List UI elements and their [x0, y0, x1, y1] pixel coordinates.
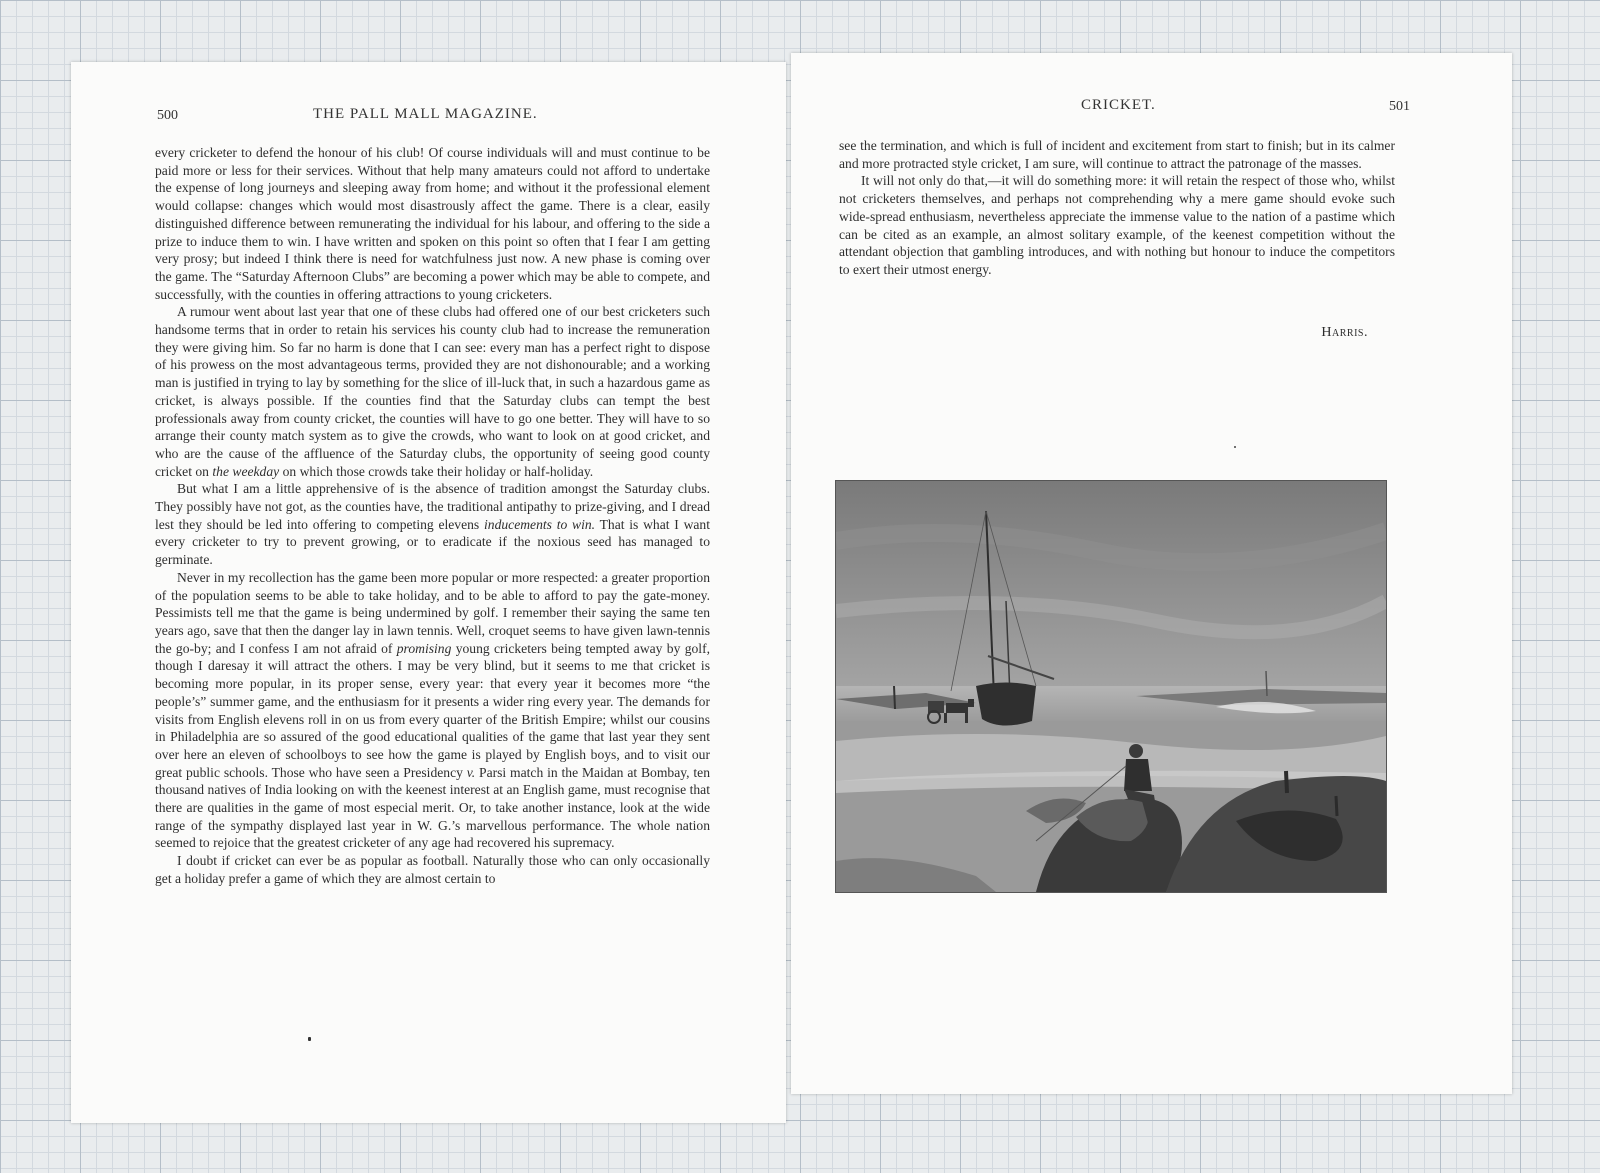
- right-page: [791, 53, 1512, 1094]
- text-run: That is what I want every cricketer to try to prevent growing, or to eradicate if the noxious seed has managed to germinate.: [155, 516, 711, 568]
- page-number: 500: [157, 108, 178, 123]
- page-number: 501: [1389, 99, 1410, 114]
- paragraph: [155, 480, 710, 569]
- article-title: CRICKET.: [1081, 97, 1156, 113]
- body-text: [155, 144, 710, 888]
- body-text: [839, 137, 1395, 279]
- left-page: [71, 62, 786, 1123]
- running-header: [71, 106, 786, 126]
- text-run: I doubt if cricket can ever be as popular as football. Naturally those who can only occasionally get a holiday prefer a game of which they are almost certain to: [155, 853, 710, 886]
- text-run: A rumour went about last year that one of these clubs had offered one of our best cricketers such handsome terms that in order to retain his services his county club had to increase the remuneration they were giving him. So far no harm is done that I can see: every man has a perfect right to dispose of his prowess on the most advantageous terms, provided they are not dishonourable; and a working man is justified in trying to lay by something for the slice of ill-luck that, in such a hazardous game as cricket, is always possible. If the counties find that the Saturday clubs can tempt the best professionals away from county cricket, the counties will have to go one better. They will have to so arrange their county match system as to give the crowds, who want to look on at good cricket, and who are the cause of the affluence of the Saturday clubs, the opportunity of seeing good county cricket on: [155, 304, 710, 479]
- paragraph: [155, 569, 710, 852]
- text-run: Parsi match in the Maidan at Bombay, ten thousand natives of India looking on with the keenest interest at an English game, must recognise that there are qualities in the game of most especial merit. Or, to take another instance, look at the wide range of the sympathy displayed last year in W. G.’s marvellous performance. The whole nation seemed to rejoice that the greatest cricketer of any age had recovered his supremacy.: [155, 764, 710, 851]
- paper-speck: [1234, 446, 1236, 448]
- text-run: But what I am a little apprehensive of is the absence of tradition amongst the Saturday clubs. They possibly have not got, as the counties have, the traditional antipathy to prize-giving, and I dread lest they should be led into offering to competing elevens: [155, 481, 710, 532]
- paragraph: [839, 137, 1395, 172]
- running-header: [791, 97, 1512, 117]
- paragraph: [155, 303, 710, 480]
- paper-speck: [308, 1037, 311, 1041]
- paragraph: [155, 852, 710, 887]
- italic-text: v.: [466, 764, 476, 780]
- italic-text: the weekday: [212, 463, 280, 479]
- illustration: [835, 480, 1387, 893]
- text-run: see the termination, and which is full of incident and excitement from start to finish; but in its calmer and more protracted style cricket, I am sure, will continue to attract the patronage of the masses.: [839, 138, 1395, 171]
- text-run: young cricketers being tempted away by golf, though I daresay it will attract the others. I may be very blind, but it seems to me that cricket is becoming more popular, in its proper sense, every year: that every year it becomes more “the people’s” summer game, and the enthusiasm for it presents a wider ring every year. The demands for visits from English elevens roll in on us from every quarter of the British Empire; whilst our cousins in Philadelphia are so assured of the good educational qualities of the game that last year they sent over here an eleven of schoolboys to see how the game is played by English boys, and to visit our great public schools. Those who have seen a Presidency: [155, 640, 710, 780]
- text-run: every cricketer to defend the honour of his club! Of course individuals will and must continue to be paid more or less for their services. Without that help many amateurs could not afford to undertake the expense of long journeys and sleeping away from home; and without it the professional element would collapse: changes which would most disastrously affect the game. There is a clear, easily distinguished difference between remunerating the individual for his labour, and offering to the side a prize to induce them to win. I have written and spoken on this point so often that I fear I am getting very prosy; but indeed I think there is need for watchfulness just now. A new phase is coming over the game. The “Saturday Afternoon Clubs” are becoming a power which may be able to compete, and successfully, with the counties in offering attractions to young cricketers.: [155, 145, 710, 302]
- italic-text: inducements to win.: [484, 516, 596, 532]
- text-run: on which those crowds take their holiday or half-holiday.: [279, 463, 594, 479]
- text-run: Never in my recollection has the game been more popular or more respected: a greater proportion of the population seems to be able to take holiday, and to be able to afford to pay the gate-money. Pessimists tell me that the game is being undermined by golf. I remember their saying the same ten years ago, save that then the danger lay in lawn tennis. Well, croquet seems to have given lawn-tennis the go-by; and I confess I am not afraid of: [155, 569, 710, 656]
- shore-engraving: [836, 481, 1386, 892]
- italic-text: promising: [396, 640, 452, 656]
- text-run: It will not only do that,—it will do something more: it will retain the respect of those who, whilst not cricketers themselves, and perhaps not comprehending why a mere game should evoke such wide-spread enthusiasm, nevertheless appreciate the immense value to the nation of a pastime which can be cited as an example, an almost solitary example, of the keenest competition without the attendant objection that gambling introduces, and with nothing but honour to induce the competitors to exert their utmost energy.: [839, 173, 1395, 277]
- paragraph: [839, 172, 1395, 278]
- magazine-title: THE PALL MALL MAGAZINE.: [313, 106, 538, 122]
- paragraph: [155, 144, 710, 303]
- author-signature: Harris.: [1321, 325, 1368, 340]
